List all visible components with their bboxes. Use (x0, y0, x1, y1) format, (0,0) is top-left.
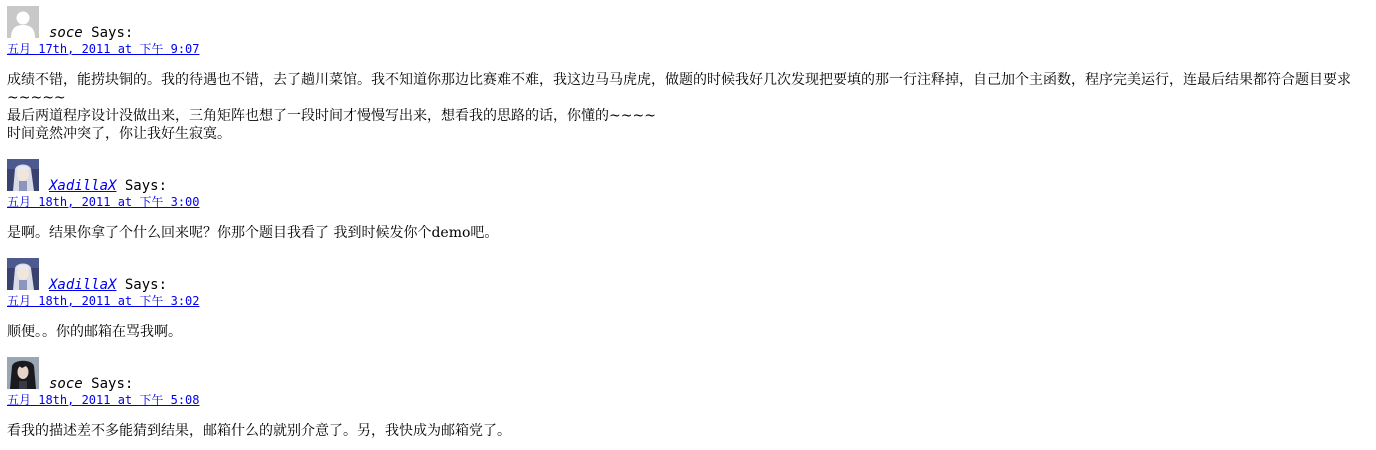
dark-hair-girl-avatar-icon (7, 357, 39, 389)
says-label: Says: (91, 376, 134, 392)
says-label: Says: (124, 277, 168, 293)
comment-item (7, 258, 1369, 341)
comment-body (7, 224, 1369, 242)
comment-date-link[interactable]: 五月 18th, 2011 at 下午 3:02 (7, 294, 200, 308)
comment-body (7, 323, 1369, 341)
author-line (49, 276, 167, 294)
comment-header (7, 357, 1369, 393)
comment-body (7, 71, 1369, 143)
comment-author: soce (49, 25, 83, 41)
comment-paragraph: 成绩不错，能捞块铜的。我的待遇也不错，去了趟川菜馆。我不知道你那边比赛难不难，我这边马马虎虎，做题的时候我好几次发现把要填的那一行注释掉，自己加个主函数，程序完美运行，连最后结果都符合题目要求~~~~~ (7, 72, 1351, 106)
comment-item (7, 357, 1369, 440)
default-avatar-icon (7, 6, 39, 38)
anime-girl-avatar-graphic (7, 258, 39, 290)
author-line (49, 375, 133, 393)
comment-paragraph: 是啊。结果你拿了个什么回来呢？你那个题目我看了 我到时候发你个demo吧。 (7, 225, 499, 241)
author-line (49, 24, 133, 42)
author-line (49, 177, 167, 195)
comment-item (7, 6, 1369, 143)
anime-girl-avatar-graphic (7, 159, 39, 191)
comment-paragraph: 时间竟然冲突了，你让我好生寂寞。 (7, 126, 231, 142)
comment-item (7, 159, 1369, 242)
comment-header (7, 159, 1369, 195)
comment-date-link[interactable]: 五月 17th, 2011 at 下午 9:07 (7, 42, 200, 56)
comment-paragraph: 看我的描述差不多能猜到结果，邮箱什么的就别介意了。另，我快成为邮箱党了。 (7, 423, 511, 439)
anime-girl-avatar-icon (7, 159, 39, 191)
comment-paragraph: 顺便。。你的邮箱在骂我啊。 (7, 324, 182, 340)
comment-list (7, 6, 1369, 440)
comment-author: soce (49, 376, 83, 392)
dark-hair-girl-avatar-graphic (7, 357, 39, 389)
comment-date-link[interactable]: 五月 18th, 2011 at 下午 5:08 (7, 393, 200, 407)
anime-girl-avatar-icon (7, 258, 39, 290)
comment-header (7, 6, 1369, 42)
comment-header (7, 258, 1369, 294)
comment-body (7, 422, 1369, 440)
comment-author-link[interactable]: XadillaX (49, 178, 117, 194)
default-avatar-graphic (7, 6, 39, 38)
says-label: Says: (91, 25, 134, 41)
comment-date-link[interactable]: 五月 18th, 2011 at 下午 3:00 (7, 195, 200, 209)
says-label: Says: (124, 178, 168, 194)
comment-author-link[interactable]: XadillaX (49, 277, 117, 293)
comment-paragraph: 最后两道程序设计没做出来，三角矩阵也想了一段时间才慢慢写出来，想看我的思路的话，你懂的~~~~ (7, 108, 656, 124)
